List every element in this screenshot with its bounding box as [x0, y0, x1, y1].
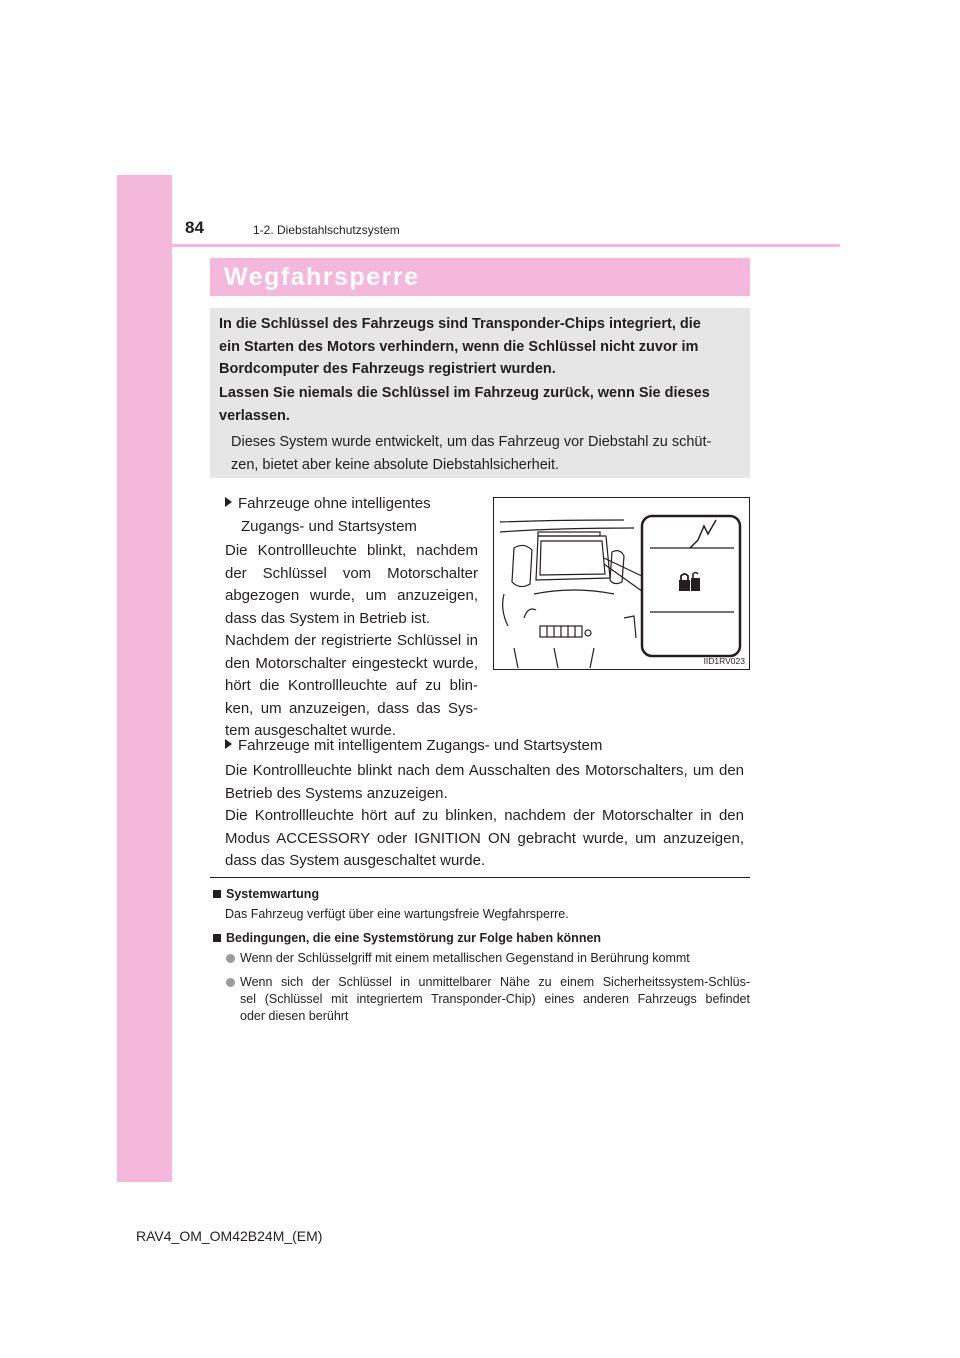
section2-heading: Fahrzeuge mit intelligentem Zugangs- und Startsystem	[225, 735, 750, 758]
section1-body-line: hört die Kontrollleuchte auf zu blin-	[225, 677, 478, 694]
section1-body-line: tem ausgeschaltet wurde.	[225, 722, 396, 739]
section2-body-line: dass das System ausgeschaltet wurde.	[225, 852, 486, 869]
footer-code: RAV4_OM_OM42B24M_(EM)	[136, 1228, 323, 1244]
section1-body-line: Nachdem der registrierte Schlüssel in	[225, 632, 478, 649]
intro-bold-2-line: Lassen Sie niemals die Schlüssel im Fahrzeug zurück, wenn Sie dieses	[219, 385, 710, 401]
section1-heading: Fahrzeuge ohne intelligentes	[225, 493, 478, 516]
note-conditions-heading: Bedingungen, die eine Systemstörung zur Folge haben können	[213, 931, 601, 945]
dashboard-illustration	[494, 498, 749, 669]
section2-body-line: Die Kontrollleuchte hört auf zu blinken, nachdem der Motorschalter in den	[225, 807, 744, 824]
intro-bold-1-line: In die Schlüssel des Fahrzeugs sind Transponder-Chips integriert, die	[219, 316, 701, 332]
square-bullet-icon	[213, 890, 221, 898]
title-bar	[210, 258, 750, 296]
note-condition-2-line: Wenn sich der Schlüssel in unmittelbarer Nähe zu einem Sicherheitssystem-Schlüs-	[240, 975, 750, 989]
intro-bold-1-line: ein Starten des Motors verhindern, wenn die Schlüssel nicht zuvor im	[219, 338, 699, 355]
section1-body-line: ken, um anzuzeigen, dass das Sys-	[225, 699, 478, 717]
section2-body-line: Modus ACCESSORY oder IGNITION ON gebracht wurde, um anzuzeigen,	[225, 829, 744, 847]
intro-bold-2-line: verlassen.	[219, 407, 290, 424]
square-bullet-icon	[213, 934, 221, 942]
dashboard-figure	[493, 497, 750, 670]
header-divider	[172, 244, 840, 247]
intro-bold-1-line: Bordcomputer des Fahrzeugs registriert wurden.	[219, 361, 556, 377]
section1-heading-line2: Zugangs- und Startsystem	[241, 517, 417, 535]
side-tab-band	[117, 175, 172, 1182]
gray-dot-bullet-icon	[226, 978, 235, 987]
note-condition-2-line: oder diesen berührt	[240, 1009, 349, 1023]
intro-box	[210, 308, 750, 478]
section2-body-line: Betrieb des Systems anzuzeigen.	[225, 784, 448, 802]
note-maintenance-text: Das Fahrzeug verfügt über eine wartungsfreie Wegfahrsperre.	[225, 907, 569, 921]
section1-body-line: den Motorschalter eingesteckt wurde,	[225, 654, 478, 672]
page-number: 84	[185, 218, 204, 237]
intro-text-line: Dieses System wurde entwickelt, um das Fahrzeug vor Diebstahl zu schüt-	[231, 434, 712, 450]
note-condition-2-line: sel (Schlüssel mit integriertem Transponder-Chip) eines anderen Fahrzeugs befindet	[240, 992, 750, 1006]
figure-code: IID1RV023	[703, 656, 745, 666]
gray-dot-bullet-icon	[226, 954, 235, 963]
section1-body-line: der Schlüssel vom Motorschalter	[225, 564, 478, 582]
note-condition-1: Wenn der Schlüsselgriff mit einem metallischen Gegenstand in Berührung kommt	[240, 951, 690, 965]
triangle-bullet-icon	[225, 739, 232, 749]
section1-body-line: Die Kontrollleuchte blinkt, nachdem	[225, 542, 478, 559]
triangle-bullet-icon	[225, 497, 232, 507]
note-maintenance-heading: Systemwartung	[213, 887, 319, 901]
section1-body-line: dass das System in Betrieb ist.	[225, 609, 431, 627]
intro-text-line: zen, bietet aber keine absolute Diebstahlsicherheit.	[231, 456, 560, 473]
notes-divider	[210, 877, 750, 878]
section1-body-line: abgezogen wurde, um anzuzeigen,	[225, 587, 478, 604]
section-title: 1-2. Diebstahlschutzsystem	[253, 223, 400, 237]
page-title: Wegfahrsperre	[224, 263, 420, 291]
section2-body-line: Die Kontrollleuchte blinkt nach dem Ausschalten des Motorschalters, um den	[225, 762, 744, 779]
